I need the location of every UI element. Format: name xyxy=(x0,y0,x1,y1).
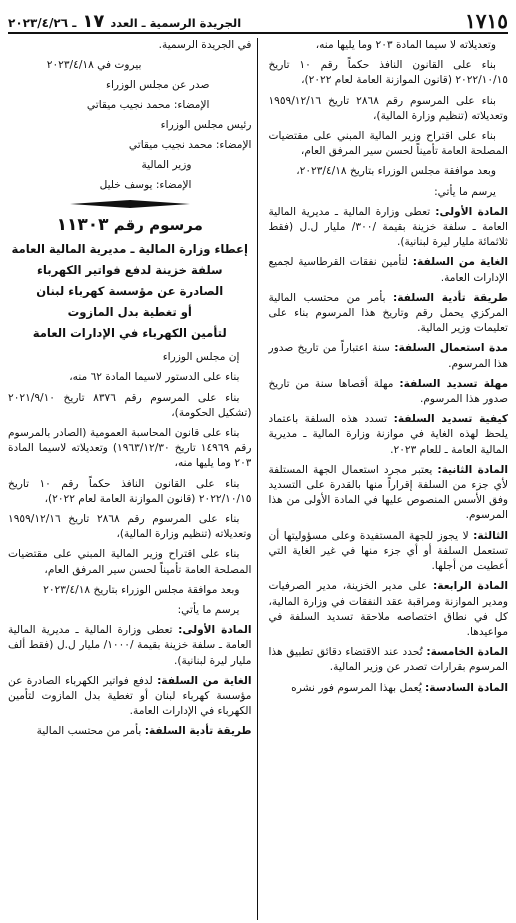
divider-ornament-icon xyxy=(70,199,190,209)
advance-purpose: الغاية من السلفة: لتأمين نفقات القرطاسية لجميع الإدارات العامة. xyxy=(268,256,508,284)
advance-purpose-electricity: الغاية من السلفة: لدفع فواتير الكهرباء الصادرة عن مؤسسة كهرباء لبنان أو تغطية بدل المازوت لتأمين الكهرباء في الإدارات العامة. xyxy=(8,674,252,718)
left-paragraph: بناء على القانون النافذ حكماً رقم ١٠ تاريخ ٢٠٢٢/١٠/١٥ (قانون الموازنة العامة لعام ٢٠٢٢)، xyxy=(8,477,252,505)
left-paragraph: بناء على قانون المحاسبة العمومية (الصادر بالمرسوم رقم ١٤٩٦٩ تاريخ ١٩٦٣/١٢/٣٠) وتعديلاته لاسيما المادة ٢٠٣ وما يليها منه، xyxy=(8,427,252,470)
decree-subject xyxy=(8,239,251,344)
right-paragraph: وبعد موافقة مجلس الوزراء بتاريخ ٢٠٢٣/٤/١٨، xyxy=(296,165,496,178)
decree-subject-line: أو تغطية بدل المازوت xyxy=(67,305,192,320)
body-columns xyxy=(8,38,508,920)
advance-repayment-deadline: مهلة تسديد السلفة: مهلة أقصاها سنة من تاريخ صدور هذا المرسوم. xyxy=(268,377,508,406)
opening-line: في الجريدة الرسمية. xyxy=(158,39,252,51)
right-column xyxy=(264,38,508,920)
issue-date: ـ ٢٠٢٣/٤/٢٦ xyxy=(8,16,77,30)
issued-by: صدر عن مجلس الوزراء xyxy=(105,79,210,92)
article-5: المادة الخامسة: تُحدد عند الاقتضاء دقائق تطبيق هذا المرسوم بقرارات تصدر عن وزير المالية. xyxy=(268,646,508,674)
advance-payment-method: طريقة تأدية السلفة: بأمر من محتسب المالية المركزي يحمل رقم وتاريخ هذا المرسوم بناء على تعليمات وزير المالية. xyxy=(268,291,508,335)
left-column xyxy=(8,38,251,920)
article-1: المادة الأولى: تعطى وزارة المالية ـ مديرية المالية العامة ـ سلفة خزينة بقيمة /٣٠٠/ مليار ل.ل (فقط ثلاثمائة مليار ليرة لبنانية). xyxy=(268,205,508,249)
journal-title: الجريدة الرسمية ـ العدد xyxy=(110,16,242,30)
right-paragraph: بناء على اقتراح وزير المالية المبني على مقتضيات المصلحة العامة تأميناً لحسن سير المرفق العام، xyxy=(268,130,508,158)
article-1-electricity: المادة الأولى: تعطى وزارة المالية ـ مديرية المالية العامة ـ سلفة خزينة بقيمة /١٠٠٠/ مليار ل.ل (فقط ألف مليار ليرة لبنانية). xyxy=(8,624,252,667)
advance-payment-method-electricity: طريقة تأدية السلفة: بأمر من محتسب المالية xyxy=(36,725,252,738)
decree-title-prefix: مرسوم رقم xyxy=(113,216,203,235)
advance-repayment-method: كيفية تسديد السلفة: تسدد هذه السلفة باعتماد يلحظ لهذه الغاية في موازنة وزارة المالية ـ مديرية المالية العامة ـ للعام ٢٠٢٣. xyxy=(268,413,508,456)
column-divider xyxy=(257,38,258,920)
decree-subject-line: لتأمين الكهرباء في الإدارات العامة xyxy=(32,326,227,341)
header-title-group xyxy=(8,11,241,32)
right-paragraph: يرسم ما يأتي: xyxy=(434,185,496,198)
article-6: المادة السادسة: يُعمل بهذا المرسوم فور نشره xyxy=(291,681,508,694)
pm-signature-2: الإمضاء: محمد نجيب ميقاتي xyxy=(128,139,252,152)
decree-subject-line: سلفة خزينة لدفع فواتير الكهرباء xyxy=(36,263,223,278)
left-paragraph: بناء على المرسوم رقم ٨٣٧٦ تاريخ ٢٠٢١/٩/١٠ (تشكيل الحكومة)، xyxy=(8,391,252,419)
left-paragraph: بناء على المرسوم رقم ٢٨٦٨ تاريخ ١٩٥٩/١٢/١٦ وتعديلاته (تنظيم وزارة المالية)، xyxy=(8,513,252,541)
left-paragraph: بناء على اقتراح وزير المالية المبني على مقتضيات المصلحة العامة تأميناً لحسن سير المرفق العام، xyxy=(8,548,252,576)
left-paragraph: إن مجلس الوزراء xyxy=(162,351,240,364)
left-paragraph: بناء على الدستور لاسيما المادة ٦٢ منه، xyxy=(69,371,240,384)
article-2: المادة الثانية: يعتبر مجرد استعمال الجهة المستلفة لأي جزء من السلفة إقراراً منها بالقدرة على التسديد وفق الأسس المنصوص عليها في المادة الأولى من هذا المرسوم. xyxy=(268,463,508,522)
left-paragraph: وبعد موافقة مجلس الوزراء بتاريخ ٢٠٢٣/٤/١٨ xyxy=(43,583,240,596)
fm-title: وزير المالية xyxy=(141,159,192,172)
right-paragraph: وتعديلاته لا سيما المادة ٢٠٣ وما يليها منه، xyxy=(315,39,496,51)
pm-signature: الإمضاء: محمد نجيب ميقاتي xyxy=(86,99,210,112)
decree-number: ١١٣٠٣ xyxy=(56,215,109,236)
left-paragraph: يرسم ما يأتي: xyxy=(177,604,240,617)
issue-number: ١٧ xyxy=(82,11,105,32)
page-number: ١٧١٥ xyxy=(465,9,508,33)
pm-title: رئيس مجلس الوزراء xyxy=(160,119,252,132)
decree-title xyxy=(8,215,251,235)
decree-subject-line: الصادرة عن مؤسسة كهرباء لبنان xyxy=(36,284,224,299)
advance-usage-period: مدة استعمال السلفة: سنة اعتباراً من تاريخ صدور هذا المرسوم. xyxy=(268,342,508,370)
article-4: المادة الرابعة: على مدير الخزينة، مدير الصرفيات ومدير الموازنة ومراقبة عقد النفقات في وزارة المالية، كل في نطاق اختصاصه ملاحقة تسديد السلفة في مواعيدها. xyxy=(268,580,508,638)
place-date: بيروت في ٢٠٢٣/٤/١٨ xyxy=(46,59,142,72)
right-paragraph: بناء على القانون النافذ حكماً رقم ١٠ تاريخ ٢٠٢٢/١٠/١٥ (قانون الموازنة العامة لعام ٢٠٢٢)، xyxy=(268,59,508,87)
decree-subject-line: إعطاء وزارة المالية ـ مديرية المالية العامة xyxy=(11,242,248,257)
page-header xyxy=(8,6,508,34)
fm-signature: الإمضاء: يوسف خليل xyxy=(99,179,192,192)
right-paragraph: بناء على المرسوم رقم ٢٨٦٨ تاريخ ١٩٥٩/١٢/١٦ وتعديلاته (تنظيم وزارة المالية)، xyxy=(268,94,508,122)
article-3: الثالثة: لا يجوز للجهة المستفيدة وعلى مسؤوليتها أن تستعمل السلفة أو أي جزء منها في غير الغاية التي أعطيت من أجلها. xyxy=(268,529,508,573)
section-ornament xyxy=(8,199,251,209)
